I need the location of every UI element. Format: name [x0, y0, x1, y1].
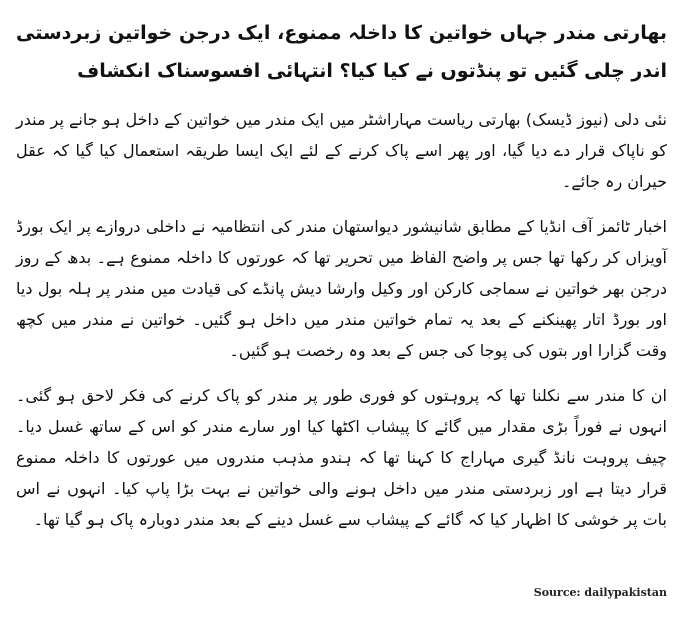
source-credit: Source: dailypakistan	[533, 586, 667, 599]
article-paragraph-1: نئی دلی (نیوز ڈیسک) بھارتی ریاست مہاراشٹر میں ایک مندر میں خواتین کے داخل ہو جانے پر مندر کو ناپاک قرار دے دیا گیا، اور پھر اسے پاک کرنے کے لئے ایک ایسا طریقہ استعمال کیا گیا کہ عقل حیران رہ جائے۔	[16, 110, 667, 191]
article-paragraph-2: اخبار ٹائمز آف انڈیا کے مطابق شانیشور دیواستھان مندر کی انتظامیہ نے داخلی دروازے پر ایک بورڈ آویزاں کر رکھا تھا جس پر واضح الفاظ میں تحریر تھا کہ عورتوں کا داخلہ ممنوع ہے۔ بدھ کے روز درجن بھر خواتین نے سماجی کارکن اور وکیل وارشا دیش پانڈے کی قیادت میں مندر پر ہلہ بول دیا اور بورڈ اتار پھینکنے کے بعد یہ تمام خواتین مندر میں داخل ہو گئیں۔ خواتین نے مندر میں کچھ وقت گزارا اور بتوں کی پوجا کی جس کے بعد وہ رخصت ہو گئیں۔	[16, 217, 667, 360]
article-headline: بھارتی مندر جہاں خواتین کا داخلہ ممنوع، ایک درجن خواتین زبردستی اندر چلی گئیں تو پنڈتوں نے کیا کیا؟ انتہائی افسوسناک انکشاف	[16, 22, 667, 82]
article-paragraph-3: ان کا مندر سے نکلنا تھا کہ پروہتوں کو فوری طور پر مندر کو پاک کرنے کی فکر لاحق ہو گئی۔ انہوں نے فوراً بڑی مقدار میں گائے کا پیشاب اکٹھا کیا اور سارے مندر کو اس کے ساتھ غسل دیا۔ چیف پروہت نانڈ گیری مہاراج کا کہنا تھا کہ ہندو مذہب مندروں میں عورتوں کا داخلہ ممنوع قرار دیتا ہے اور زبردستی مندر میں داخل ہونے والی خواتین نے بہت بڑا پاپ کیا۔ انہوں نے اس بات پر خوشی کا اظہار کیا کہ گائے کے پیشاب سے غسل دینے کے بعد مندر دوبارہ پاک ہو گیا تھا۔	[16, 386, 667, 529]
